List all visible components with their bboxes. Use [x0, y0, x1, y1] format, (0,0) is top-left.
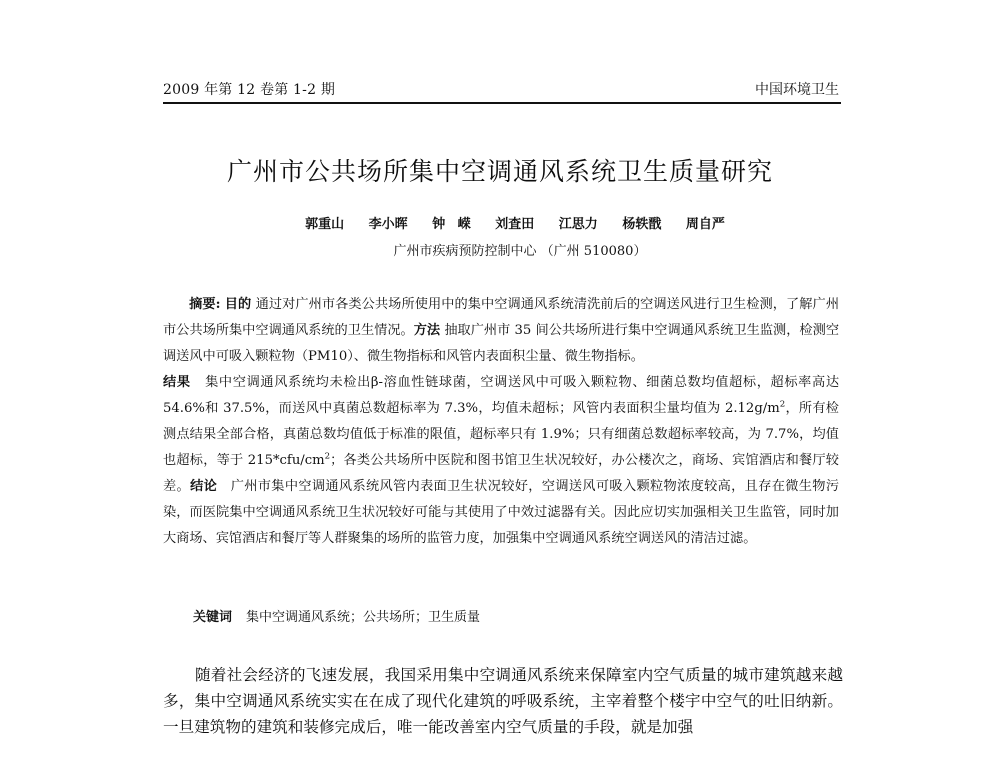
result-label: 结果 — [163, 375, 191, 390]
conclusion-label: 结论 — [190, 479, 218, 494]
journal-name: 中国环境卫生 — [755, 82, 839, 98]
keywords-label: 关键词 — [193, 610, 233, 625]
abstract-label: 摘要: — [189, 297, 221, 312]
objective-text: 通过对广州市各类公共场所使用中的集中空调通风系统清洗前后的空调送风进行卫生检测，了解广州市公共场所集中空调通风系统的卫生情况。 — [163, 297, 840, 338]
author: 刘査田 — [495, 217, 535, 232]
result-text-1: 集中空调通风系统均未检出β-溶血性链球菌，空调送风中可吸入颗粒物、细菌总数均值超标，超标率高达 54.6%和 37.5%，而送风中真菌总数超标率为 7.3%，均值未超标；风管内表面积尘量均值为 2.12g/m — [163, 375, 840, 416]
running-header — [163, 80, 839, 102]
conclusion-text: 广州市集中空调通风系统风管内表面卫生状况较好，空调送风可吸入颗粒物浓度较高，且存在微生物污染，而医院集中空调通风系统卫生状况较好可能与其使用了中效过滤器有关。因此应切实加强相关卫生监管，同时加大商场、宾馆酒店和餐厅等人群聚集的场所的监管力度，加强集中空调通风系统空调送风的清洁过滤。 — [163, 479, 840, 546]
objective-label: 目的 — [224, 297, 252, 312]
body-paragraph: 随着社会经济的飞速发展，我国采用集中空调通风系统来保障室内空气质量的城市建筑越来越多，集中空调通风系统实实在在成了现代化建筑的呼吸系统，主宰着整个楼宇中空气的吐旧纳新。一旦建筑物的建筑和装修完成后，唯一能改善室内空气质量的手段，就是加强 — [163, 666, 843, 736]
abstract — [163, 292, 839, 552]
result-sup-1: 2 — [779, 399, 786, 410]
author: 江思力 — [558, 217, 598, 232]
result-text-2: ，所有检测点结果全部合格，真菌总数均值低于标准的限值，超标率只有 1.9%；只有细菌总数超标率较高，为 7.7%，均值也超标，等于 215*cfu/cm — [163, 401, 839, 468]
method-text: 抽取广州市 35 间公共场所进行集中空调通风系统卫生监测，检测空调送风中可吸入颗粒物（PM10）、微生物指标和风管内表面积尘量、微生物指标。 — [163, 323, 840, 364]
author: 钟 嵘 — [432, 217, 471, 232]
author-list — [0, 215, 1000, 235]
keywords-value: 集中空调通风系统；公共场所；卫生质量 — [246, 610, 481, 625]
method-label: 方法 — [413, 323, 441, 338]
affiliation: 广州市疾病预防控制中心 （广州 510080） — [393, 244, 647, 259]
journal-issue: 2009 年第 12 卷第 1-2 期 — [163, 82, 336, 98]
header-rule — [163, 102, 841, 104]
author: 郭重山 — [305, 217, 345, 232]
result-text-3: ；各类公共场所中医院和图书馆卫生状况较好，办公楼次之，商场、宾馆酒店和餐厅较差。 — [163, 453, 839, 494]
body-text — [163, 662, 843, 740]
result-sup-2: 2 — [324, 451, 331, 462]
author: 杨轶戬 — [622, 217, 662, 232]
paper-title: 广州市公共场所集中空调通风系统卫生质量研究 — [226, 156, 773, 186]
author: 周自严 — [685, 217, 725, 232]
author: 李小晖 — [368, 217, 408, 232]
keywords — [193, 608, 833, 628]
